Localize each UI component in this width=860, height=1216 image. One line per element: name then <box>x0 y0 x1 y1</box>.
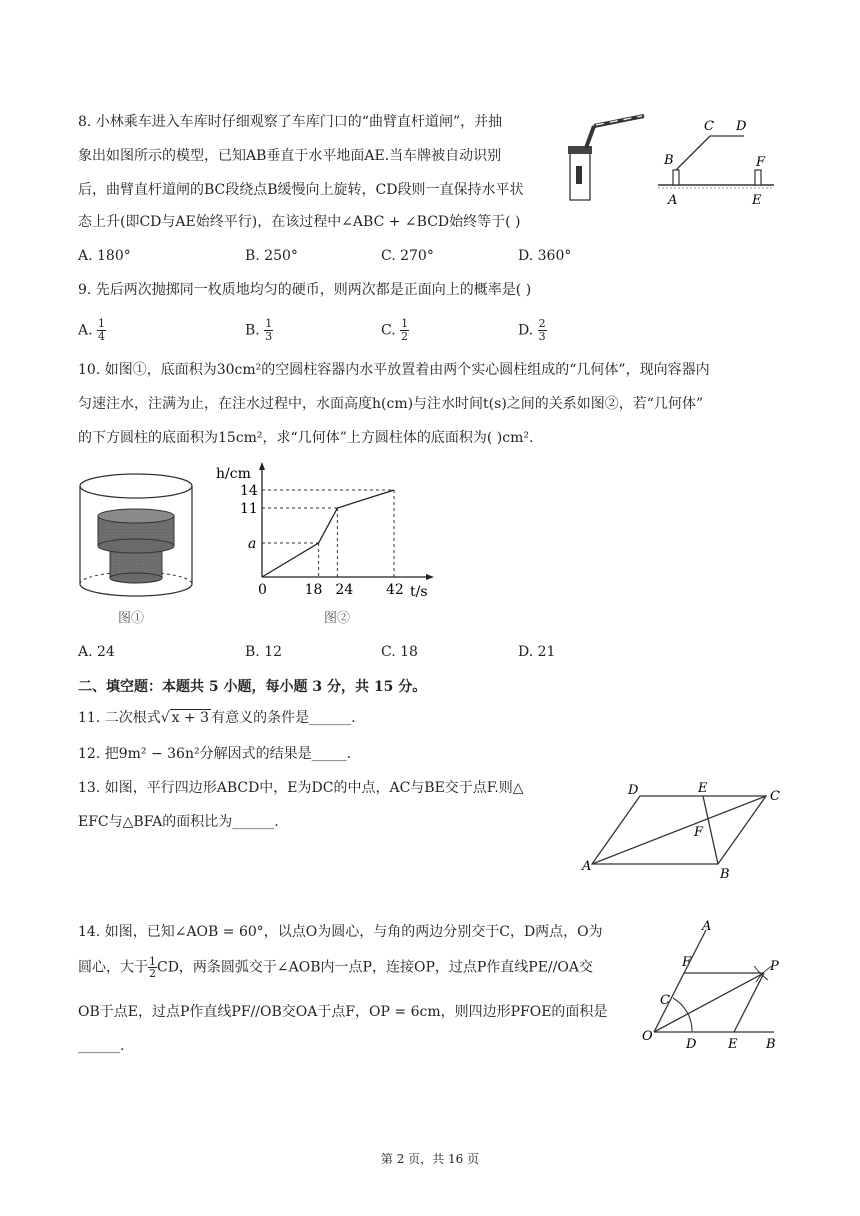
q10-option-c: C. 18 <box>381 644 418 660</box>
chart-series-line <box>262 490 394 577</box>
q14-line-2 <box>78 956 593 979</box>
q9-option-b-denominator: 3 <box>265 330 273 343</box>
q10-line-2: 匀速注水，注满为止，在注水过程中，水面高度h(cm)与注水时间t(s)之间的关系如图②，若“几何体” <box>78 396 704 412</box>
q9-option-a <box>78 318 106 343</box>
q14-angle-figure <box>640 916 790 1056</box>
q8-option-a: A. 180° <box>78 248 131 264</box>
sqrt-sign: √ <box>160 710 170 726</box>
q8-line-4: 态上升(即CD与AE始终平行)，在该过程中∠ABC + ∠BCD始终等于( ) <box>78 214 521 230</box>
q9-option-a-letter: A. <box>78 322 98 339</box>
q8-barrier-figure <box>566 108 786 208</box>
q14-label-d: D <box>686 1037 697 1052</box>
q14-label-o: O <box>642 1029 653 1044</box>
q13-label-a: A <box>582 859 592 874</box>
label-c: C <box>704 119 714 134</box>
q9-option-b-letter: B. <box>245 322 265 339</box>
page-footer: 第 2 页，共 16 页 <box>380 1152 480 1166</box>
q14-line2-prefix: 圆心，大于 <box>78 959 148 976</box>
chart-y-tick-label: a <box>248 536 257 552</box>
y-axis-arrow <box>259 462 265 470</box>
chart-x-tick-label: 18 <box>304 582 323 598</box>
q11-suffix: 有意义的条件是______. <box>211 710 356 726</box>
q12-line: 12. 把9m² − 36n²分解因式的结果是_____. <box>78 746 352 762</box>
q10-option-b: B. 12 <box>245 644 283 660</box>
q11-radicand: x + 3 <box>171 710 210 726</box>
q14-half-fraction <box>148 956 157 979</box>
q13-label-b: B <box>720 867 730 882</box>
q10-fig1-caption: 图① <box>118 611 145 626</box>
x-axis-label: t/s <box>410 584 428 600</box>
q9-option-c-fraction <box>400 318 409 343</box>
q9-option-c <box>381 318 409 343</box>
q9-option-d-numerator: 2 <box>538 317 546 330</box>
q10-fig2-caption: 图② <box>324 611 351 626</box>
chart-x-tick-label: 24 <box>335 582 354 598</box>
q14-label-a: A <box>702 919 712 934</box>
q8-option-b: B. 250° <box>245 248 298 264</box>
chart-y-tick-label: 11 <box>240 501 258 517</box>
q13-label-c: C <box>770 789 780 804</box>
q9-option-d-letter: D. <box>518 322 538 339</box>
q9-option-a-denominator: 4 <box>98 330 106 343</box>
q10-option-d: D. 21 <box>518 644 556 660</box>
q14-label-p: P <box>770 959 779 974</box>
label-a: A <box>668 193 678 208</box>
q13-label-e: E <box>698 781 708 796</box>
q9-option-a-fraction <box>97 318 106 343</box>
q8-line-1: 8. 小林乘车进入车库时仔细观察了车库门口的“曲臂直杆道闸”，并抽 <box>78 114 503 130</box>
gate-box-illustration <box>568 116 644 200</box>
chart-x-tick-label: 0 <box>258 582 267 598</box>
chart-x-tick-label: 42 <box>386 582 404 598</box>
q9-option-c-denominator: 2 <box>401 330 409 343</box>
q13-line-2: EFC与△BFA的面积比为______. <box>78 814 279 830</box>
q9-line-1: 9. 先后两次抛掷同一枚质地均匀的硬币，则两次都是正面向上的概率是( ) <box>78 282 532 298</box>
label-d: D <box>736 119 747 134</box>
q11-line <box>78 708 356 728</box>
q10-chart <box>206 460 446 632</box>
q14-label-b: B <box>766 1037 776 1052</box>
q14-fraction-numerator: 1 <box>149 955 156 968</box>
q13-parallelogram-figure <box>578 776 794 882</box>
label-e: E <box>752 193 762 208</box>
q9-option-b-fraction <box>264 318 273 343</box>
q9-option-c-letter: C. <box>381 322 401 339</box>
q11-prefix: 11. 二次根式 <box>78 710 161 726</box>
q8-line-3: 后，曲臂直杆道闸的BC段绕点B缓慢向上旋转，CD段则一直保持水平状 <box>78 182 524 198</box>
q10-line-1: 10. 如图①，底面积为30cm²的空圆柱容器内水平放置着由两个实心圆柱组成的“几何体”，现向容器内 <box>78 362 710 378</box>
q9-option-c-numerator: 1 <box>401 317 409 330</box>
q13-label-f: F <box>694 825 704 840</box>
q14-label-c: C <box>660 993 670 1008</box>
q14-fraction-denominator: 2 <box>149 967 156 980</box>
q14-line-1: 14. 如图，已知∠AOB = 60°，以点O为圆心，与角的两边分别交于C，D两点，O为 <box>78 924 603 940</box>
y-axis-label: h/cm <box>216 466 251 482</box>
q9-option-b <box>245 318 273 343</box>
q14-line-4: ______. <box>78 1038 125 1054</box>
section-2-heading: 二、填空题：本题共 5 小题，每小题 3 分，共 15 分。 <box>78 679 427 695</box>
q14-line-3: OB于点E，过点P作直线PF//OB交OA于点F，OP = 6cm，则四边形PFOE的面积是 <box>78 1004 608 1020</box>
label-f: F <box>756 155 766 170</box>
q8-option-d: D. 360° <box>518 248 572 264</box>
label-b: B <box>664 153 674 168</box>
q8-line-2: 象出如图所示的模型，已知AB垂直于水平地面AE.当车牌被自动识别 <box>78 148 502 164</box>
q14-line2-suffix: CD，两条圆弧交于∠AOB内一点P，连接OP，过点P作直线PE//OA交 <box>157 959 593 976</box>
q10-cylinder-figure <box>76 464 202 632</box>
q9-option-d <box>518 318 547 343</box>
chart-y-tick-label: 14 <box>240 483 258 499</box>
x-axis-arrow <box>426 574 434 580</box>
q13-label-d: D <box>628 783 639 798</box>
q13-line-1: 13. 如图，平行四边形ABCD中，E为DC的中点，AC与BE交于点F.则△ <box>78 780 524 796</box>
q8-option-c: C. 270° <box>381 248 434 264</box>
q14-label-e: E <box>728 1037 738 1052</box>
q9-option-a-numerator: 1 <box>98 317 106 330</box>
q10-line-3: 的下方圆柱的底面积为15cm²，求“几何体”上方圆柱体的底面积为( )cm². <box>78 430 534 446</box>
q9-option-d-fraction <box>538 318 547 343</box>
q14-label-f: F <box>682 955 692 970</box>
q9-option-d-denominator: 3 <box>538 330 546 343</box>
q10-option-a: A. 24 <box>78 644 115 660</box>
q9-option-b-numerator: 1 <box>265 317 273 330</box>
